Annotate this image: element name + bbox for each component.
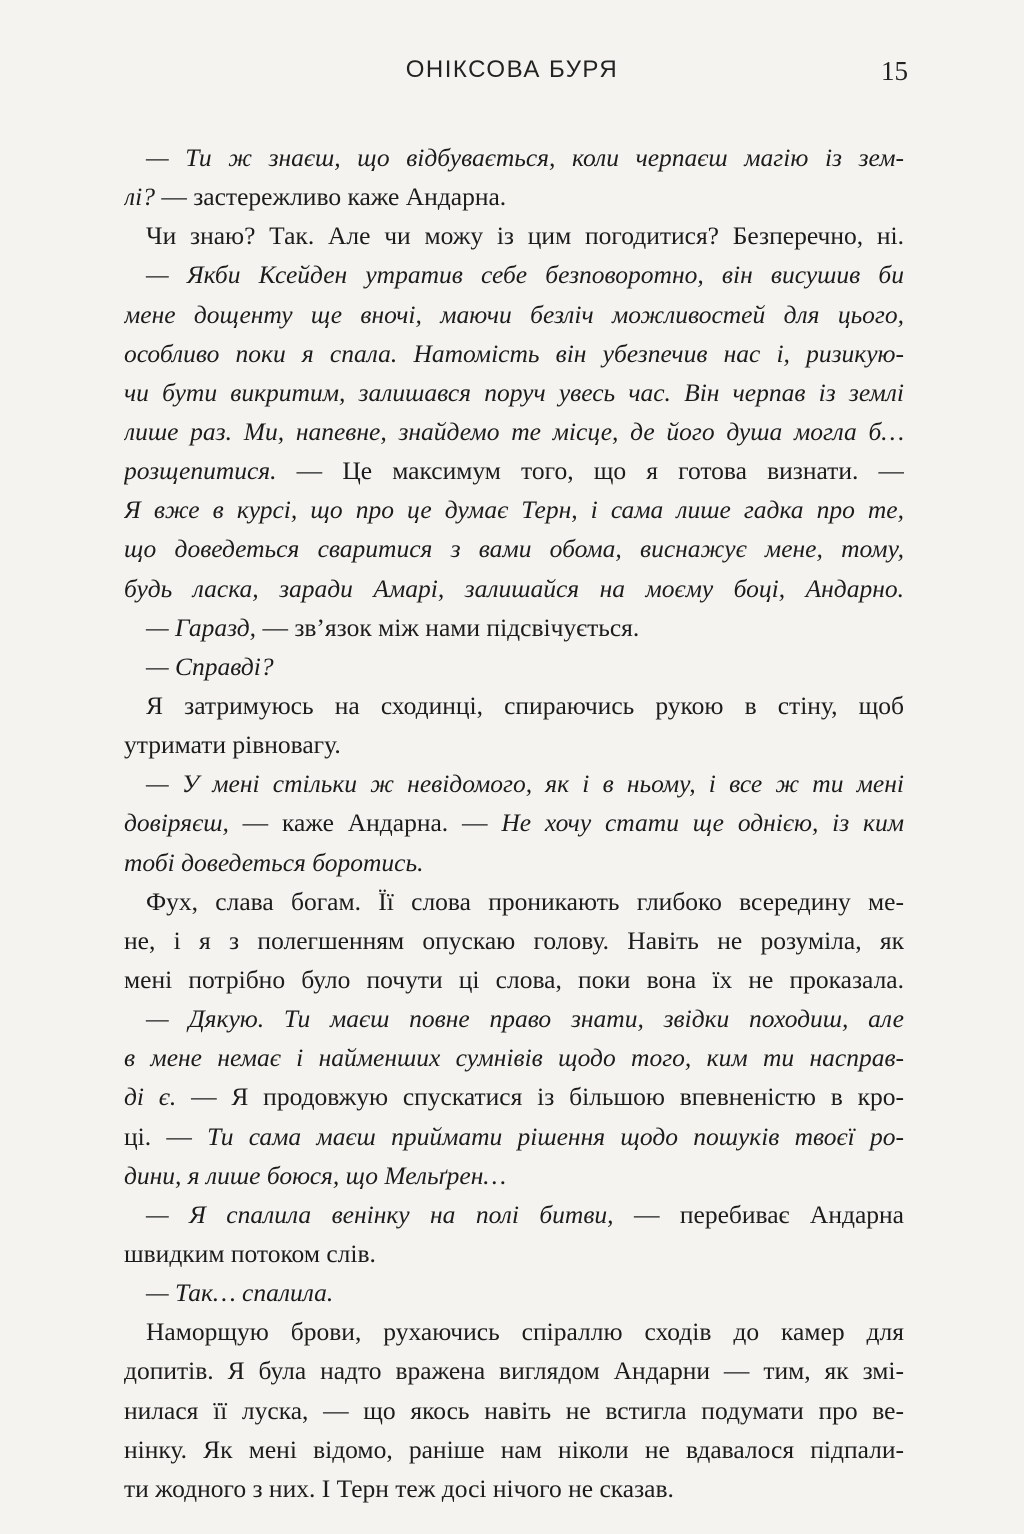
italic-text-segment: — Якби Ксейден утратив себе безповоротно, він висушив би — [146, 260, 904, 290]
text-segment: мені потрібно було почути ці слова, поки вона їх не проказала. — [124, 964, 904, 994]
text-line — [124, 647, 904, 686]
italic-text-segment: лише раз. Ми, напевне, знайдемо те місце, де його душа могла б… — [124, 416, 904, 446]
text-segment: допитів. Я була надто вражена виглядом Андарни — тим, як змі- — [124, 1356, 904, 1386]
italic-text-segment: — Так… спалила. — [146, 1278, 334, 1308]
text-line — [124, 138, 904, 177]
text-line — [124, 686, 904, 725]
text-line — [124, 334, 904, 373]
text-segment: не, і я з полегшенням опускаю голову. Навіть не розуміла, як — [124, 925, 904, 955]
text-segment: Наморщую брови, рухаючись спіраллю сходів до камер для — [146, 1317, 904, 1347]
text-segment: — каже Андарна. — — [228, 808, 502, 838]
italic-text-segment: в мене немає і найменших сумнівів щодо того, ким ти насправ- — [124, 1043, 904, 1073]
text-line — [124, 1273, 904, 1312]
italic-text-segment: будь ласка, заради Амарі, залишайся на моєму боці, Андарно. — [124, 573, 904, 603]
text-line — [124, 1234, 904, 1273]
text-segment: Чи знаю? Так. Але чи можу із цим погодитися? Безперечно, ні. — [146, 221, 904, 251]
text-line — [124, 412, 904, 451]
italic-text-segment: — Справді? — [146, 651, 274, 681]
text-line — [124, 451, 904, 490]
italic-text-segment: лі? — [124, 182, 155, 212]
text-segment: швидким потоком слів. — [124, 1238, 376, 1268]
text-segment: Фух, слава богам. Її слова проникають глибоко всередину ме- — [146, 886, 904, 916]
text-line — [124, 216, 904, 255]
text-line — [124, 1391, 904, 1430]
body-text — [124, 138, 904, 1508]
text-line — [124, 1195, 904, 1234]
running-title: ОНІКСОВА БУРЯ — [405, 56, 619, 83]
italic-text-segment: Ти сама маєш приймати рішення щодо пошуків твоєї ро- — [207, 1121, 904, 1151]
text-line — [124, 529, 904, 568]
text-line — [124, 295, 904, 334]
text-line — [124, 1351, 904, 1390]
text-line — [124, 1038, 904, 1077]
italic-text-segment: розщепитися. — [124, 456, 277, 486]
italic-text-segment: — У мені стільки ж невідомого, як і в ньому, і все ж ти мені — [146, 769, 904, 799]
text-line — [124, 1156, 904, 1195]
italic-text-segment: — Я спалила венінку на полі битви, — [146, 1199, 614, 1229]
text-line — [124, 1117, 904, 1156]
italic-text-segment: мене дощенту ще вночі, маючи безліч можливостей для цього, — [124, 299, 904, 329]
text-line — [124, 1312, 904, 1351]
italic-text-segment: Я вже в курсі, що про це думає Терн, і сама лише гадка про те, — [124, 495, 904, 525]
italic-text-segment: ді є. — [124, 1082, 177, 1112]
italic-text-segment: дини, я лише боюся, що Мельґрен… — [124, 1160, 507, 1190]
italic-text-segment: особливо поки я спала. Натомість він убезпечив нас і, ризикую- — [124, 338, 904, 368]
italic-text-segment: довіряєш, — [124, 808, 229, 838]
text-line — [124, 608, 904, 647]
italic-text-segment: тобі доведеться боротись. — [124, 847, 424, 877]
text-line — [124, 882, 904, 921]
text-segment: нилася її луска, — що якось навіть не встигла подумати про ве- — [124, 1395, 904, 1425]
page-number: 15 — [881, 56, 908, 86]
italic-text-segment: — Дякую. Ти маєш повне право знати, звідки походиш, але — [146, 1004, 904, 1034]
text-line — [124, 490, 904, 529]
text-segment: утримати рівновагу. — [124, 730, 341, 760]
text-segment: ти жодного з них. І Терн теж досі нічого не сказав. — [124, 1473, 674, 1503]
italic-text-segment: чи бути викритим, залишався поруч увесь час. Він черпав із землі — [124, 377, 904, 407]
text-line — [124, 255, 904, 294]
running-head — [0, 56, 1024, 96]
text-segment: — перебиває Андарна — [613, 1199, 904, 1229]
text-line — [124, 803, 904, 842]
text-line — [124, 960, 904, 999]
text-segment: — застережливо каже Андарна. — [154, 182, 507, 212]
text-line — [124, 1430, 904, 1469]
text-line — [124, 569, 904, 608]
text-line — [124, 921, 904, 960]
text-segment: — зв’язок між нами підсвічується. — [256, 612, 640, 642]
text-segment: ці. — — [124, 1121, 208, 1151]
text-line — [124, 725, 904, 764]
italic-text-segment: — Ти ж знаєш, що відбувається, коли черпаєш магію із зем- — [146, 143, 904, 172]
text-line — [124, 177, 904, 216]
text-line — [124, 764, 904, 803]
italic-text-segment: — Гаразд, — [146, 612, 257, 642]
text-line — [124, 843, 904, 882]
text-line — [124, 999, 904, 1038]
text-segment: — Це максимум того, що я готова визнати. — — [276, 456, 904, 486]
italic-text-segment: Не хочу стати ще однією, із ким — [501, 808, 904, 838]
text-segment: Я затримуюсь на сходинці, спираючись рукою в стіну, щоб — [146, 690, 904, 720]
text-segment: нінку. Як мені відомо, раніше нам ніколи не вдавалося підпали- — [124, 1434, 904, 1464]
text-segment: — Я продовжую спускатися із більшою впевненістю в кро- — [176, 1082, 904, 1112]
text-line — [124, 1469, 904, 1508]
text-line — [124, 373, 904, 412]
text-line — [124, 1077, 904, 1116]
italic-text-segment: що доведеться сваритися з вами обома, виснажує мене, тому, — [124, 534, 904, 564]
